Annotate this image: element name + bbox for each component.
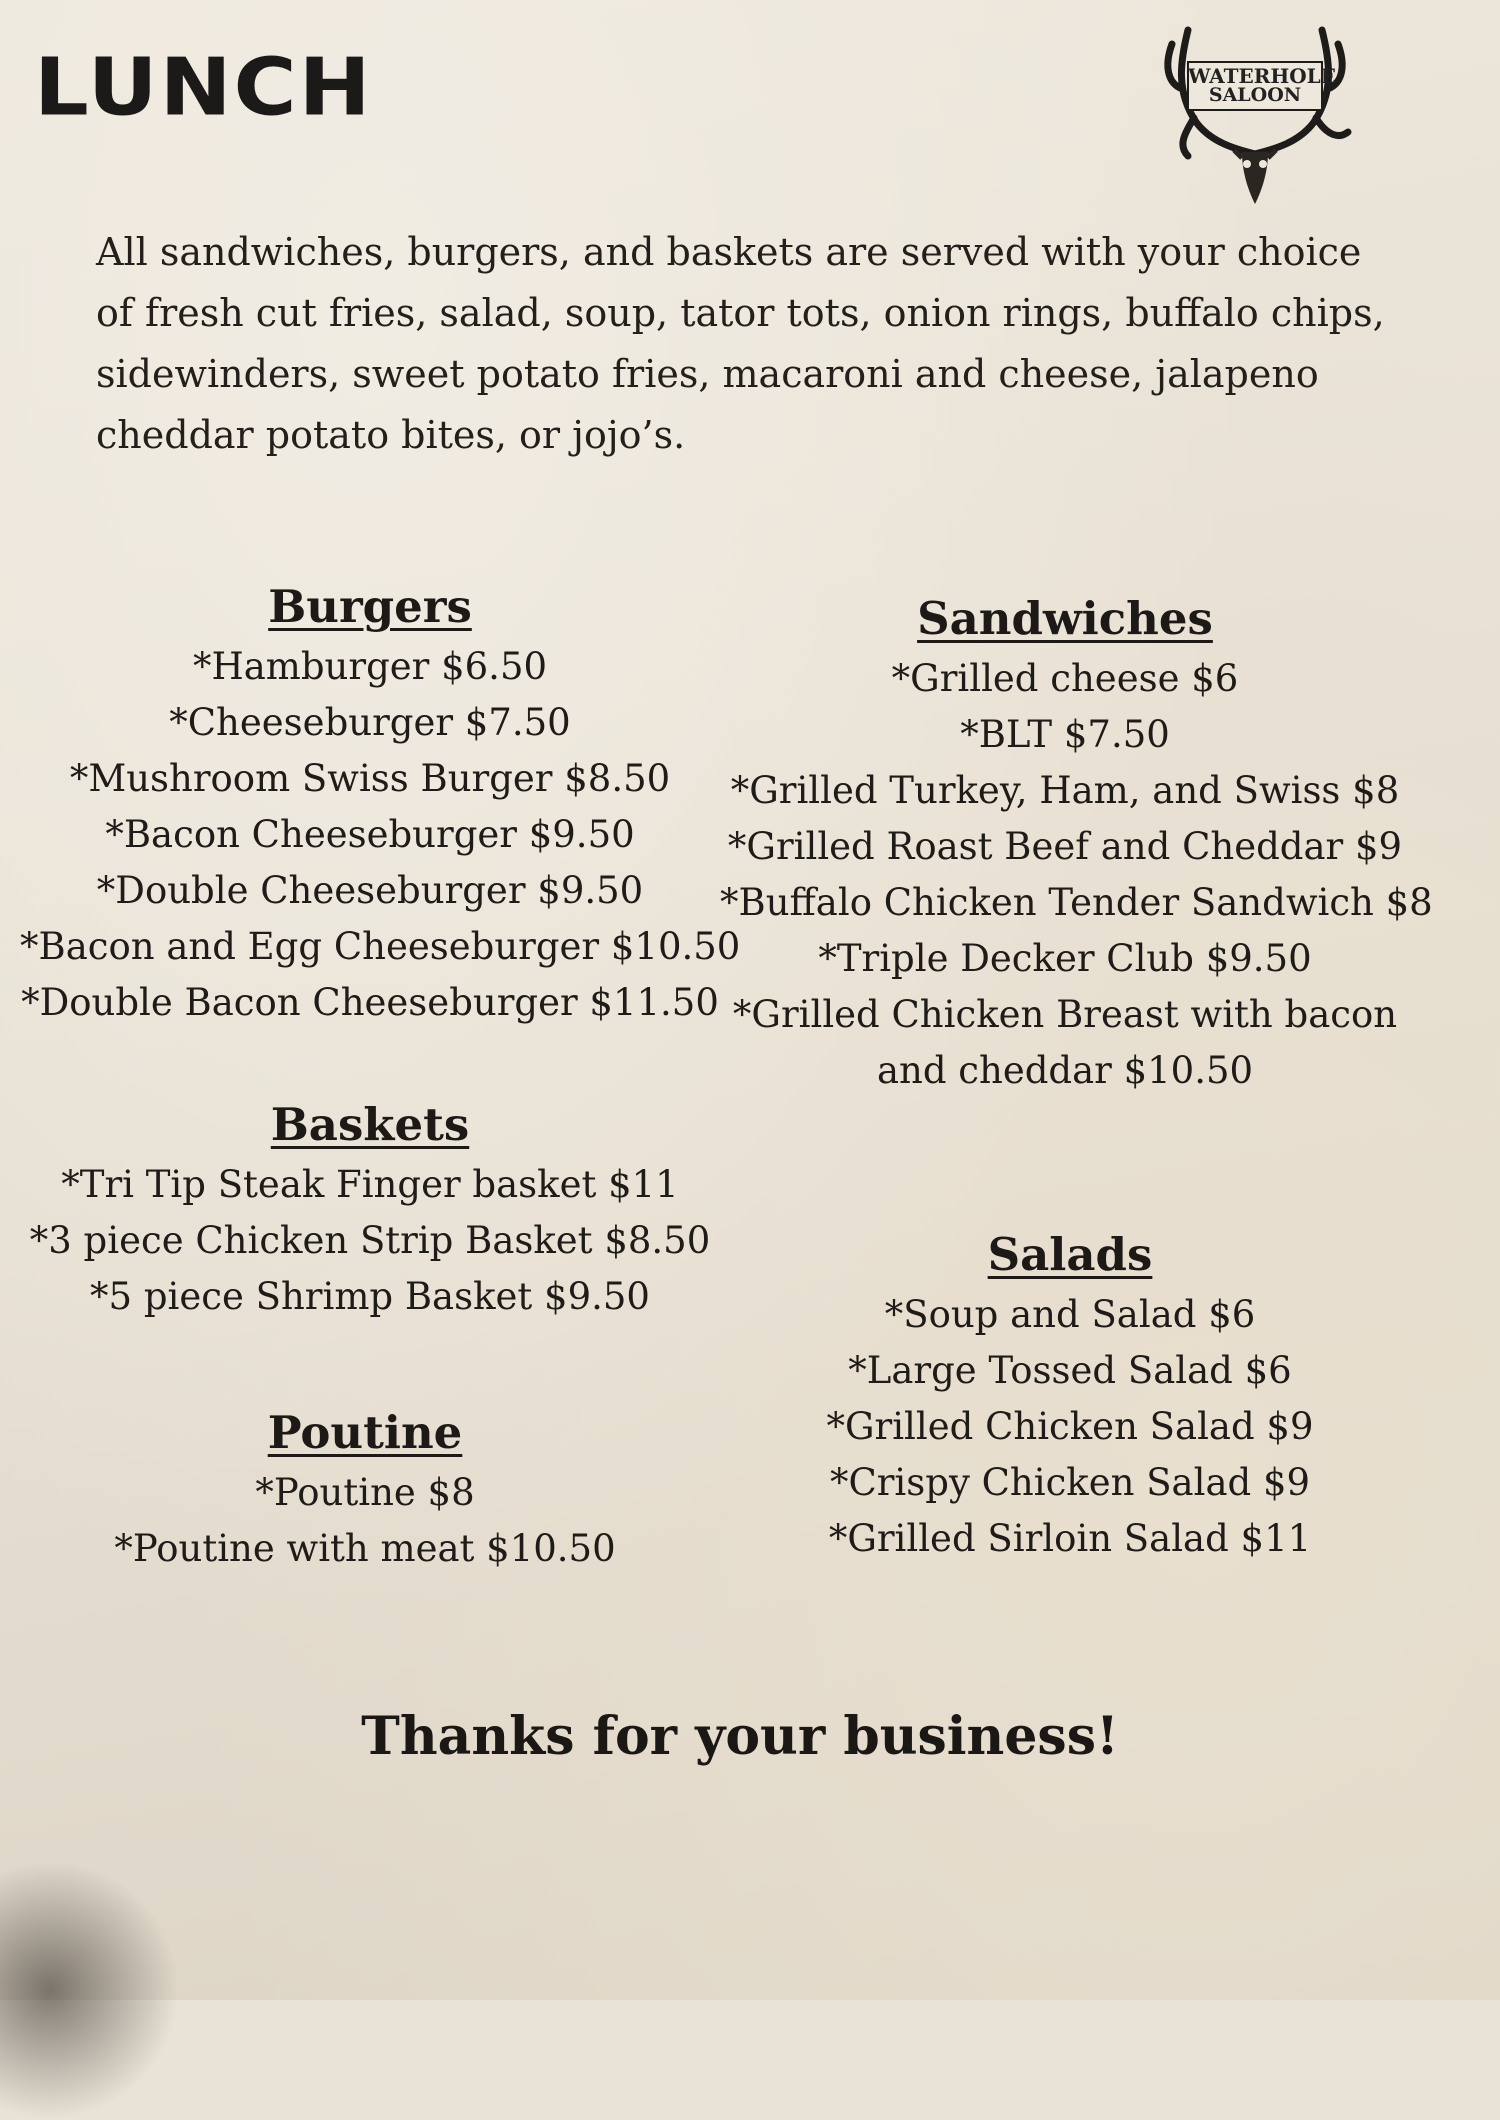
menu-item: *Hamburger $6.50 xyxy=(192,645,548,688)
baskets-section xyxy=(20,1098,720,1325)
page-shadow xyxy=(0,1860,180,2120)
menu-item: *Soup and Salad $6 xyxy=(884,1293,1256,1336)
menu-item: *Large Tossed Salad $6 xyxy=(848,1349,1292,1392)
menu-item: *Bacon Cheeseburger $9.50 xyxy=(105,813,635,856)
burgers-list xyxy=(20,639,741,1031)
menu-item: *5 piece Shrimp Basket $9.50 xyxy=(90,1275,650,1318)
menu-item: *3 piece Chicken Strip Basket $8.50 xyxy=(29,1219,711,1262)
sandwiches-section xyxy=(720,592,1433,1099)
intro-paragraph: All sandwiches, burgers, and baskets are served with your choice of fresh cut fries, salad, soup, tator tots, onion rings, buffalo chips, sidewinders, sweet potato fries, macaroni and cheese, jalapeno cheddar potato bites, or jojo’s. xyxy=(96,230,1385,457)
menu-item: *Triple Decker Club $9.50 xyxy=(818,937,1312,980)
page-title: LUNCH xyxy=(34,42,373,134)
menu-item: *Bacon and Egg Cheeseburger $10.50 xyxy=(20,925,741,968)
menu-item: *BLT $7.50 xyxy=(960,713,1170,756)
menu-item: *Mushroom Swiss Burger $8.50 xyxy=(69,757,671,800)
logo-text-line2: SALOON xyxy=(1208,84,1302,106)
poutine-list xyxy=(20,1465,710,1577)
menu-item: *Grilled Chicken Breast with bacon and cheddar $10.50 xyxy=(732,993,1398,1092)
sandwiches-list xyxy=(720,651,1433,1099)
menu-item: *Double Cheeseburger $9.50 xyxy=(96,869,644,912)
menu-item: *Buffalo Chicken Tender Sandwich $8 xyxy=(720,881,1433,924)
menu-item: *Grilled Roast Beef and Cheddar $9 xyxy=(727,825,1403,868)
menu-item: *Grilled Sirloin Salad $11 xyxy=(828,1517,1312,1560)
poutine-heading: Poutine xyxy=(267,1406,463,1459)
burgers-heading: Burgers xyxy=(268,580,472,633)
menu-item: *Poutine $8 xyxy=(255,1471,475,1514)
menu-item: *Double Bacon Cheeseburger $11.50 xyxy=(21,981,719,1024)
menu-item: *Grilled Chicken Salad $9 xyxy=(826,1405,1314,1448)
baskets-heading: Baskets xyxy=(270,1098,470,1151)
menu-item: *Grilled cheese $6 xyxy=(891,657,1239,700)
poutine-section xyxy=(20,1406,710,1577)
burgers-section xyxy=(20,580,741,1031)
waterhole-saloon-logo xyxy=(1150,22,1360,212)
salads-section xyxy=(720,1228,1420,1567)
logo-text-line1: WATERHOLE xyxy=(1188,64,1336,88)
menu-item: *Tri Tip Steak Finger basket $11 xyxy=(61,1163,679,1206)
menu-item: *Cheeseburger $7.50 xyxy=(169,701,571,744)
salads-list xyxy=(720,1287,1420,1567)
antler-skull-icon xyxy=(1150,22,1360,212)
menu-item: *Poutine with meat $10.50 xyxy=(114,1527,616,1570)
baskets-list xyxy=(20,1157,720,1325)
menu-item: *Crispy Chicken Salad $9 xyxy=(829,1461,1311,1504)
sandwiches-heading: Sandwiches xyxy=(917,592,1213,645)
salads-heading: Salads xyxy=(987,1228,1153,1281)
thanks-footer: Thanks for your business! xyxy=(361,1706,1119,1767)
menu-item: *Grilled Turkey, Ham, and Swiss $8 xyxy=(730,769,1400,812)
